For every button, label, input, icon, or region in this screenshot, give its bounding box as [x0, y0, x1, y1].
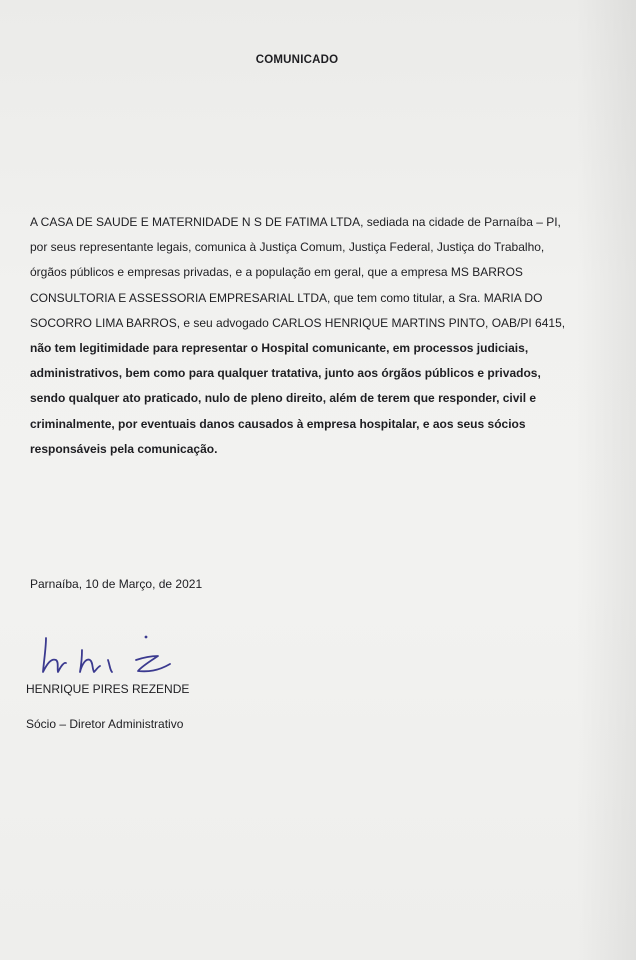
document-title: COMUNICADO — [255, 54, 339, 66]
body-line: não tem legitimidade para representar o Hospital comunicante, em processos judiciais, — [30, 341, 529, 356]
date-line: Parnaíba, 10 de Março, de 2021 — [30, 577, 203, 591]
body-line: órgãos públicos e empresas privadas, e a população em geral, que a empresa MS BARROS — [30, 265, 523, 280]
page-shadow — [576, 0, 636, 960]
body-line: SOCORRO LIMA BARROS, e seu advogado CARLOS HENRIQUE MARTINS PINTO, OAB/PI 6415, — [30, 315, 566, 330]
document-body — [30, 210, 590, 462]
body-line: sendo qualquer ato praticado, nulo de pleno direito, além de terem que responder, civil e — [30, 391, 537, 406]
body-line: criminalmente, por eventuais danos causados à empresa hospitalar, e aos seus sócios — [30, 416, 526, 431]
body-line: A CASA DE SAUDE E MATERNIDADE N S DE FATIMA LTDA, sediada na cidade de Parnaíba – PI, — [30, 215, 561, 229]
body-line: responsáveis pela comunicação. — [30, 441, 218, 456]
body-line: por seus representante legais, comunica à Justiça Comum, Justiça Federal, Justiça do Trabalho, — [30, 240, 545, 255]
signer-role: Sócio – Diretor Administrativo — [26, 717, 184, 731]
body-line: CONSULTORIA E ASSESSORIA EMPRESARIAL LTDA, que tem como titular, a Sra. MARIA DO — [30, 290, 543, 305]
signer-name: HENRIQUE PIRES REZENDE — [26, 682, 190, 696]
body-line: administrativos, bem como para qualquer tratativa, junto aos órgãos públicos e privados, — [30, 366, 541, 381]
handwritten-signature — [38, 630, 198, 680]
